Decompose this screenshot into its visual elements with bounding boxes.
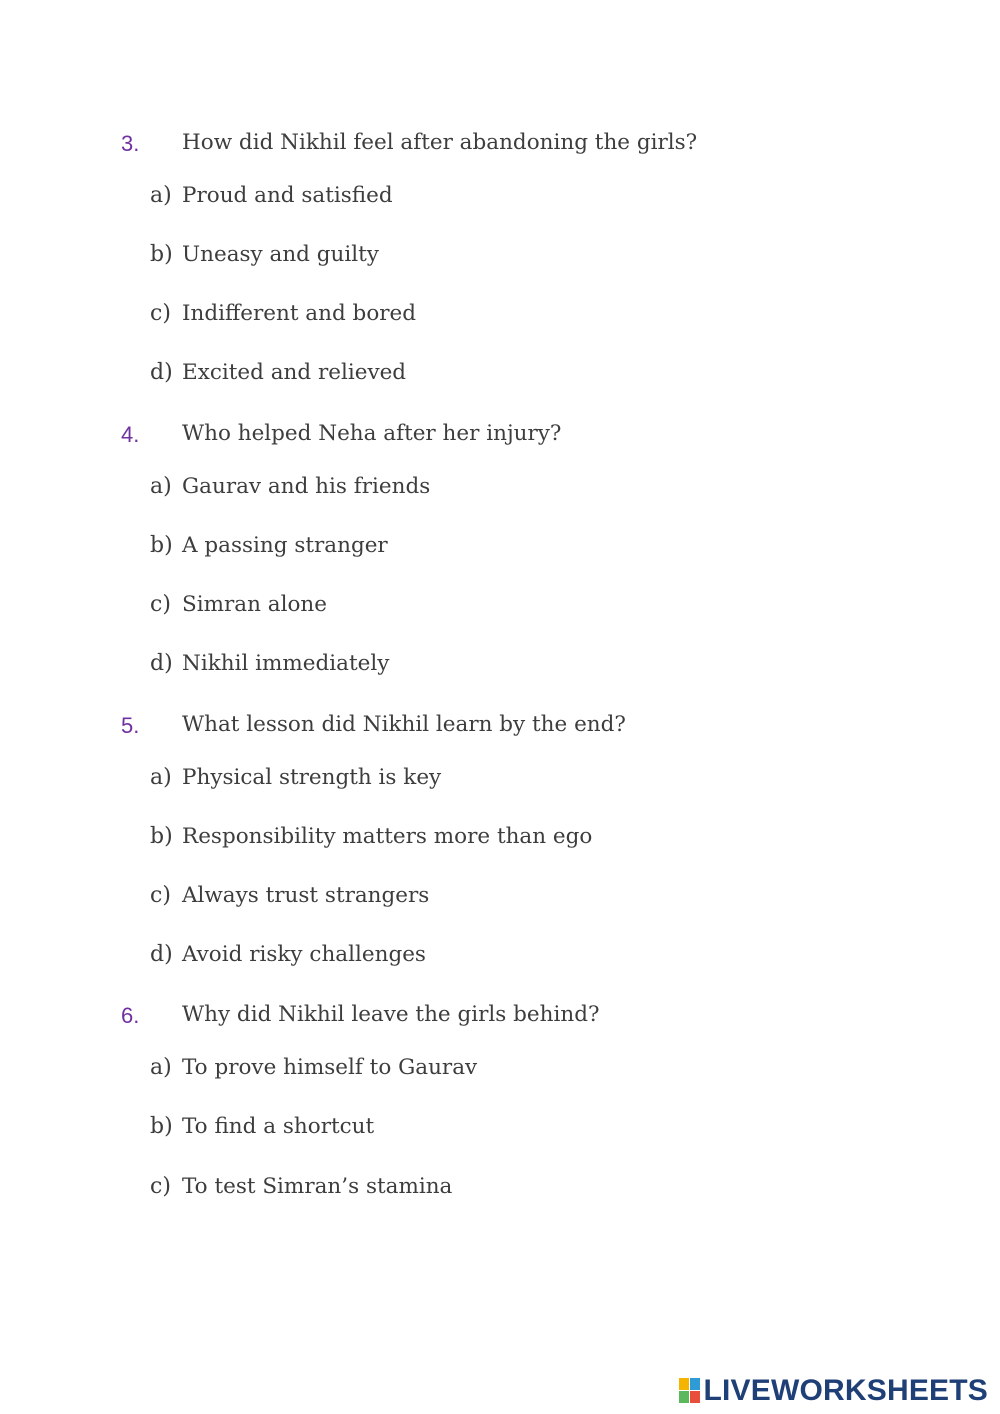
brand-name: LIVEWORKSHEETS: [703, 1374, 988, 1407]
option-label: b): [150, 533, 173, 558]
option-label: a): [150, 765, 172, 790]
question-text: What lesson did Nikhil learn by the end?: [182, 712, 626, 737]
option-text: Nikhil immediately: [182, 651, 390, 676]
question-number: 4.: [121, 422, 140, 447]
question-text: Who helped Neha after her injury?: [182, 421, 562, 446]
option-label: c): [150, 1174, 171, 1199]
option-text: Simran alone: [182, 592, 327, 617]
option-label: c): [150, 883, 171, 908]
option-text: To find a shortcut: [182, 1114, 375, 1139]
option-label: d): [150, 942, 173, 967]
question-text: How did Nikhil feel after abandoning the girls?: [182, 130, 698, 155]
option-text: A passing stranger: [182, 533, 388, 558]
option-text: Responsibility matters more than ego: [182, 824, 593, 849]
option-label: d): [150, 651, 173, 676]
option-text: Uneasy and guilty: [182, 242, 379, 267]
option-label: a): [150, 1055, 172, 1080]
question-number: 5.: [121, 713, 140, 738]
question-number: 3.: [121, 131, 140, 156]
liveworksheets-brand[interactable]: [679, 1374, 989, 1408]
option-label: a): [150, 183, 172, 208]
question-text: Why did Nikhil leave the girls behind?: [182, 1002, 600, 1027]
liveworksheets-logo-icon: [679, 1378, 701, 1404]
option-text: Indifferent and bored: [182, 301, 417, 326]
option-label: d): [150, 360, 173, 385]
option-label: b): [150, 1114, 173, 1139]
option-text: Excited and relieved: [182, 360, 407, 385]
option-text: Gaurav and his friends: [182, 474, 431, 499]
option-text: To test Simran’s stamina: [182, 1174, 453, 1199]
option-label: b): [150, 242, 173, 267]
option-label: c): [150, 301, 171, 326]
question-number: 6.: [121, 1003, 140, 1028]
option-label: b): [150, 824, 173, 849]
option-text: To prove himself to Gaurav: [182, 1055, 478, 1080]
option-label: a): [150, 474, 172, 499]
option-text: Avoid risky challenges: [182, 942, 426, 967]
option-text: Proud and satisfied: [182, 183, 393, 208]
option-text: Physical strength is key: [182, 765, 442, 790]
option-text: Always trust strangers: [182, 883, 430, 908]
option-label: c): [150, 592, 171, 617]
